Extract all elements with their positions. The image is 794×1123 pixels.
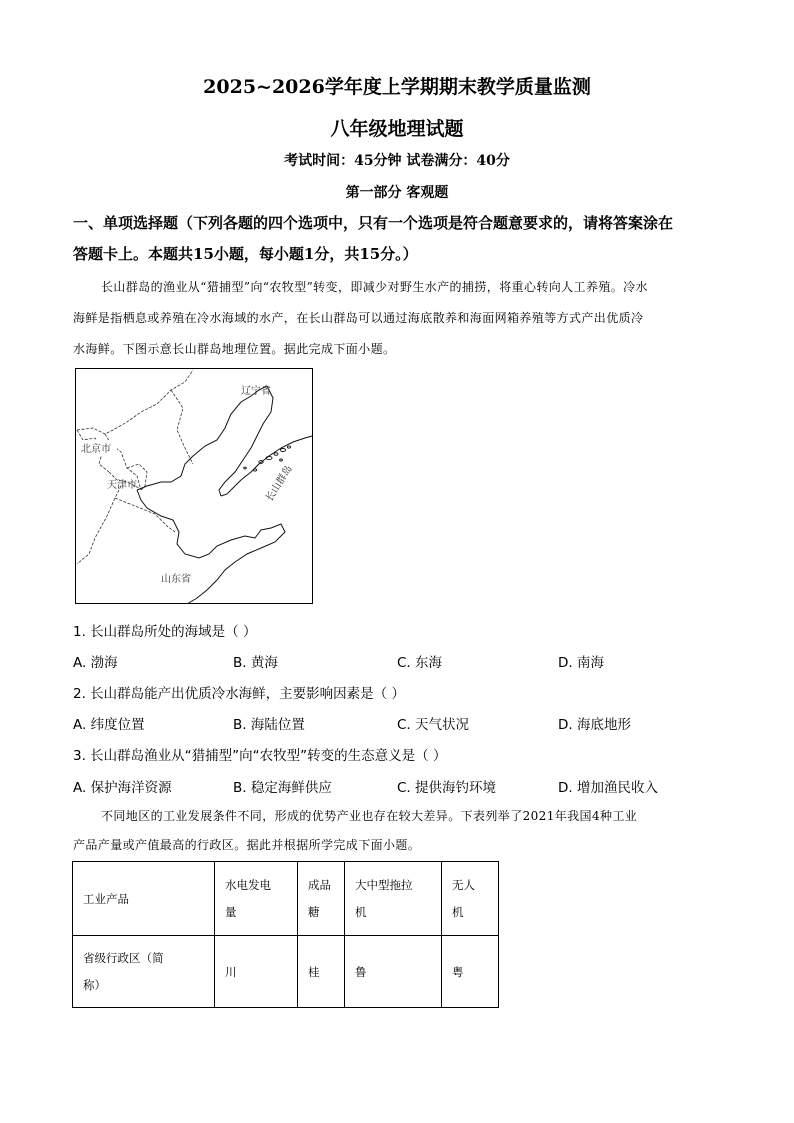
question-2-option-b[interactable]: B. 海陆位置 [233, 717, 305, 733]
question-3-option-d[interactable]: D. 增加渔民收入 [558, 780, 658, 796]
section-heading-line1: 一、单项选择题（下列各题的四个选项中，只有一个选项是符合题意要求的，请将答案涂在 [73, 214, 674, 232]
changshan-location-map [75, 368, 313, 604]
question-2-option-a[interactable]: A. 纬度位置 [73, 717, 145, 733]
table-cell-drone: 无人 机 [442, 862, 499, 936]
table-cell-sichuan: 川 [215, 936, 298, 1008]
question-1-stem: 1. 长山群岛所处的海域是（ ） [73, 624, 257, 640]
question-1-option-d[interactable]: D. 南海 [558, 655, 604, 671]
table-cell-guangxi: 桂 [298, 936, 345, 1008]
part-heading: 第一部分 客观题 [345, 185, 449, 201]
passage1-line3: 水海鲜。下图示意长山群岛地理位置。据此完成下面小题。 [73, 342, 396, 356]
question-1-option-c[interactable]: C. 东海 [397, 655, 443, 671]
table-cell-hydropower: 水电发电 量 [215, 862, 298, 936]
question-2-option-d[interactable]: D. 海底地形 [558, 717, 631, 733]
industrial-products-table [72, 861, 499, 1008]
table-cell-shandong: 鲁 [345, 936, 442, 1008]
question-2-option-c[interactable]: C. 天气状况 [397, 717, 470, 733]
exam-subtitle: 八年级地理试题 [330, 118, 464, 140]
table-header-product: 工业产品 [73, 862, 215, 936]
table-header-province: 省级行政区（简 称） [73, 936, 215, 1008]
exam-title: 2025~2026学年度上学期期末教学质量监测 [203, 76, 591, 98]
map-label-tianjin: 天津市 [107, 480, 137, 491]
question-2-stem: 2. 长山群岛能产出优质冷水海鲜，主要影响因素是（ ） [73, 686, 405, 702]
passage2-line1: 不同地区的工业发展条件不同，形成的优势产业也存在较大差异。下表列举了2021年我国4种工业 [101, 809, 638, 823]
table-row [73, 862, 499, 936]
question-1-option-b[interactable]: B. 黄海 [233, 655, 278, 671]
question-3-stem: 3. 长山群岛渔业从“猎捕型”向“农牧型”转变的生态意义是（ ） [73, 748, 447, 764]
question-3-option-c[interactable]: C. 提供海钓环境 [397, 780, 497, 796]
map-label-beijing: 北京市 [81, 444, 111, 455]
passage2-line2: 产品产量或产值最高的行政区。据此并根据所学完成下面小题。 [73, 838, 421, 852]
table-cell-sugar: 成品 糖 [298, 862, 345, 936]
map-label-liaoning: 辽宁省 [241, 386, 271, 397]
table-cell-tractor: 大中型拖拉 机 [345, 862, 442, 936]
table-row [73, 936, 499, 1008]
question-3-option-b[interactable]: B. 稳定海鲜供应 [233, 780, 332, 796]
passage1-line2: 海鲜是指栖息或养殖在冷水海域的水产，在长山群岛可以通过海底散养和海面网箱养殖等方式产出优质冷 [73, 311, 644, 325]
map-label-shandong: 山东省 [161, 574, 191, 585]
section-heading-line2: 答题卡上。本题共15小题，每小题1分，共15分。） [73, 245, 418, 263]
map-label-changshan: 长山群岛 [264, 463, 295, 504]
question-3-option-a[interactable]: A. 保护海洋资源 [73, 780, 172, 796]
passage1-line1: 长山群岛的渔业从“猎捕型”向“农牧型”转变，即减少对野生水产的捕捞，将重心转向人工养殖。冷水 [101, 280, 648, 294]
table-cell-guangdong: 粤 [442, 936, 499, 1008]
exam-time-score: 考试时间：45分钟 试卷满分：40分 [284, 153, 510, 169]
question-1-option-a[interactable]: A. 渤海 [73, 655, 118, 671]
